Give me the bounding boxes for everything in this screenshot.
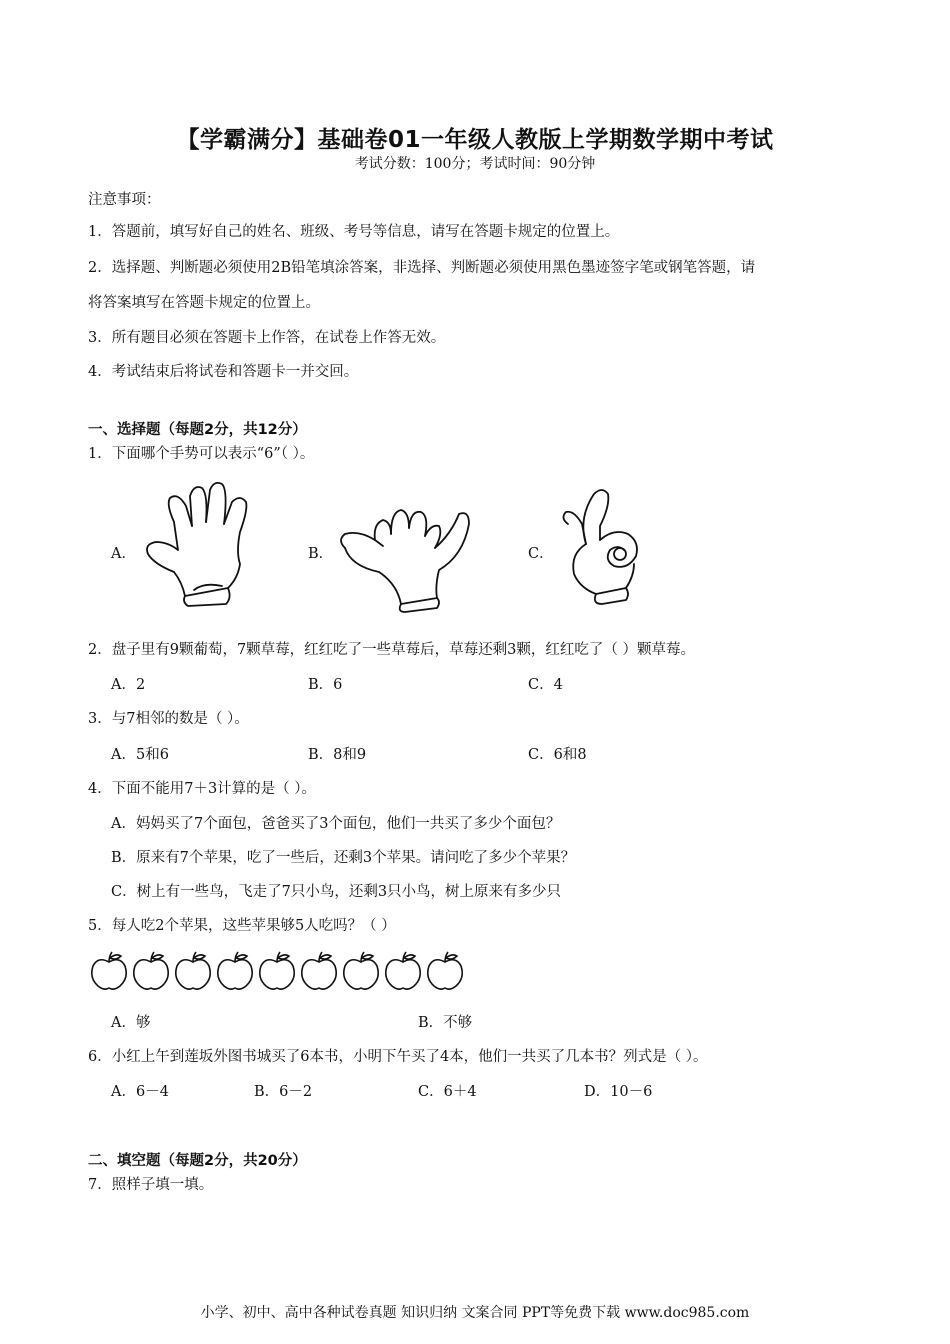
section-2-heading: 二、填空题（每题2分，共20分） [88,1153,307,1169]
option-b: B． [308,546,334,562]
note-item: 2．选择题、判断题必须使用2B铅笔填涂答案，非选择、判断题必须使用黑色墨迹签字笔或钢笔答题，请 [88,260,756,276]
option-a: A．够 [111,1015,151,1031]
option-a: A．6－4 [111,1084,169,1100]
apple-icon [92,952,126,989]
apple-icon [344,952,378,989]
apple-icon [386,952,420,989]
notes-heading: 注意事项： [88,192,161,208]
question-1: 1．下面哪个手势可以表示“6”（ ）。 [88,446,315,462]
question-4: 4．下面不能用7＋3计算的是（ ）。 [88,781,317,797]
note-item: 1．答题前，填写好自己的姓名、班级、考号等信息，请写在答题卡规定的位置上。 [88,224,620,240]
option-c: C．树上有一些鸟，飞走了7只小鸟，还剩3只小鸟，树上原来有多少只 [111,884,562,900]
page-title: 【学霸满分】基础卷01一年级人教版上学期数学期中考试 [176,127,774,153]
option-b: B．不够 [418,1015,473,1031]
option-c: C． [528,546,554,562]
question-3: 3．与7相邻的数是（ ）。 [88,711,249,727]
apple-icon [428,952,462,989]
glove-five-fingers-image [140,478,280,610]
apple-icon [302,952,336,989]
note-item: 4．考试结束后将试卷和答题卡一并交回。 [88,364,359,380]
option-b: B．6 [308,677,343,693]
option-a: A．2 [111,677,146,693]
option-a: A．妈妈买了7个面包，爸爸买了3个面包，他们一共买了多少个面包？ [111,816,561,832]
note-item: 将答案填写在答题卡规定的位置上。 [88,295,320,311]
apples-row-image [86,948,466,992]
option-c: C．4 [528,677,563,693]
note-item: 3．所有题目必须在答题卡上作答，在试卷上作答无效。 [88,330,446,346]
glove-ok-gesture-image [556,484,656,610]
option-a: A． [111,546,136,562]
question-2: 2．盘子里有9颗葡萄，7颗草莓，红红吃了一些草莓后，草莓还剩3颗，红红吃了（ ）颗草莓。 [88,642,696,658]
option-b: B．6－2 [254,1084,313,1100]
question-5: 5．每人吃2个苹果，这些苹果够5人吃吗？（ ） [88,918,396,934]
option-b: B．8和9 [308,747,367,763]
question-7: 7．照样子填一填。 [88,1177,214,1193]
option-c: C．6和8 [528,747,587,763]
glove-six-gesture-image [335,504,475,616]
apple-icon [176,952,210,989]
option-d: D．10－6 [584,1084,653,1100]
exam-info: 考试分数：100分；考试时间：90分钟 [354,156,596,172]
apple-icon [134,952,168,989]
option-a: A．5和6 [111,747,169,763]
option-b: B．原来有7个苹果，吃了一些后，还剩3个苹果。请问吃了多少个苹果？ [111,850,576,866]
option-c: C．6＋4 [418,1084,477,1100]
apple-icon [218,952,252,989]
question-6: 6．小红上午到莲坂外图书城买了6本书，小明下午买了4本，他们一共买了几本书？列式是（ ）。 [88,1049,708,1065]
section-1-heading: 一、选择题（每题2分，共12分） [88,422,307,438]
footer-text: 小学、初中、高中各种试卷真题 知识归纳 文案合同 PPT等免费下载 www.doc985.com [200,1305,750,1321]
apple-icon [260,952,294,989]
